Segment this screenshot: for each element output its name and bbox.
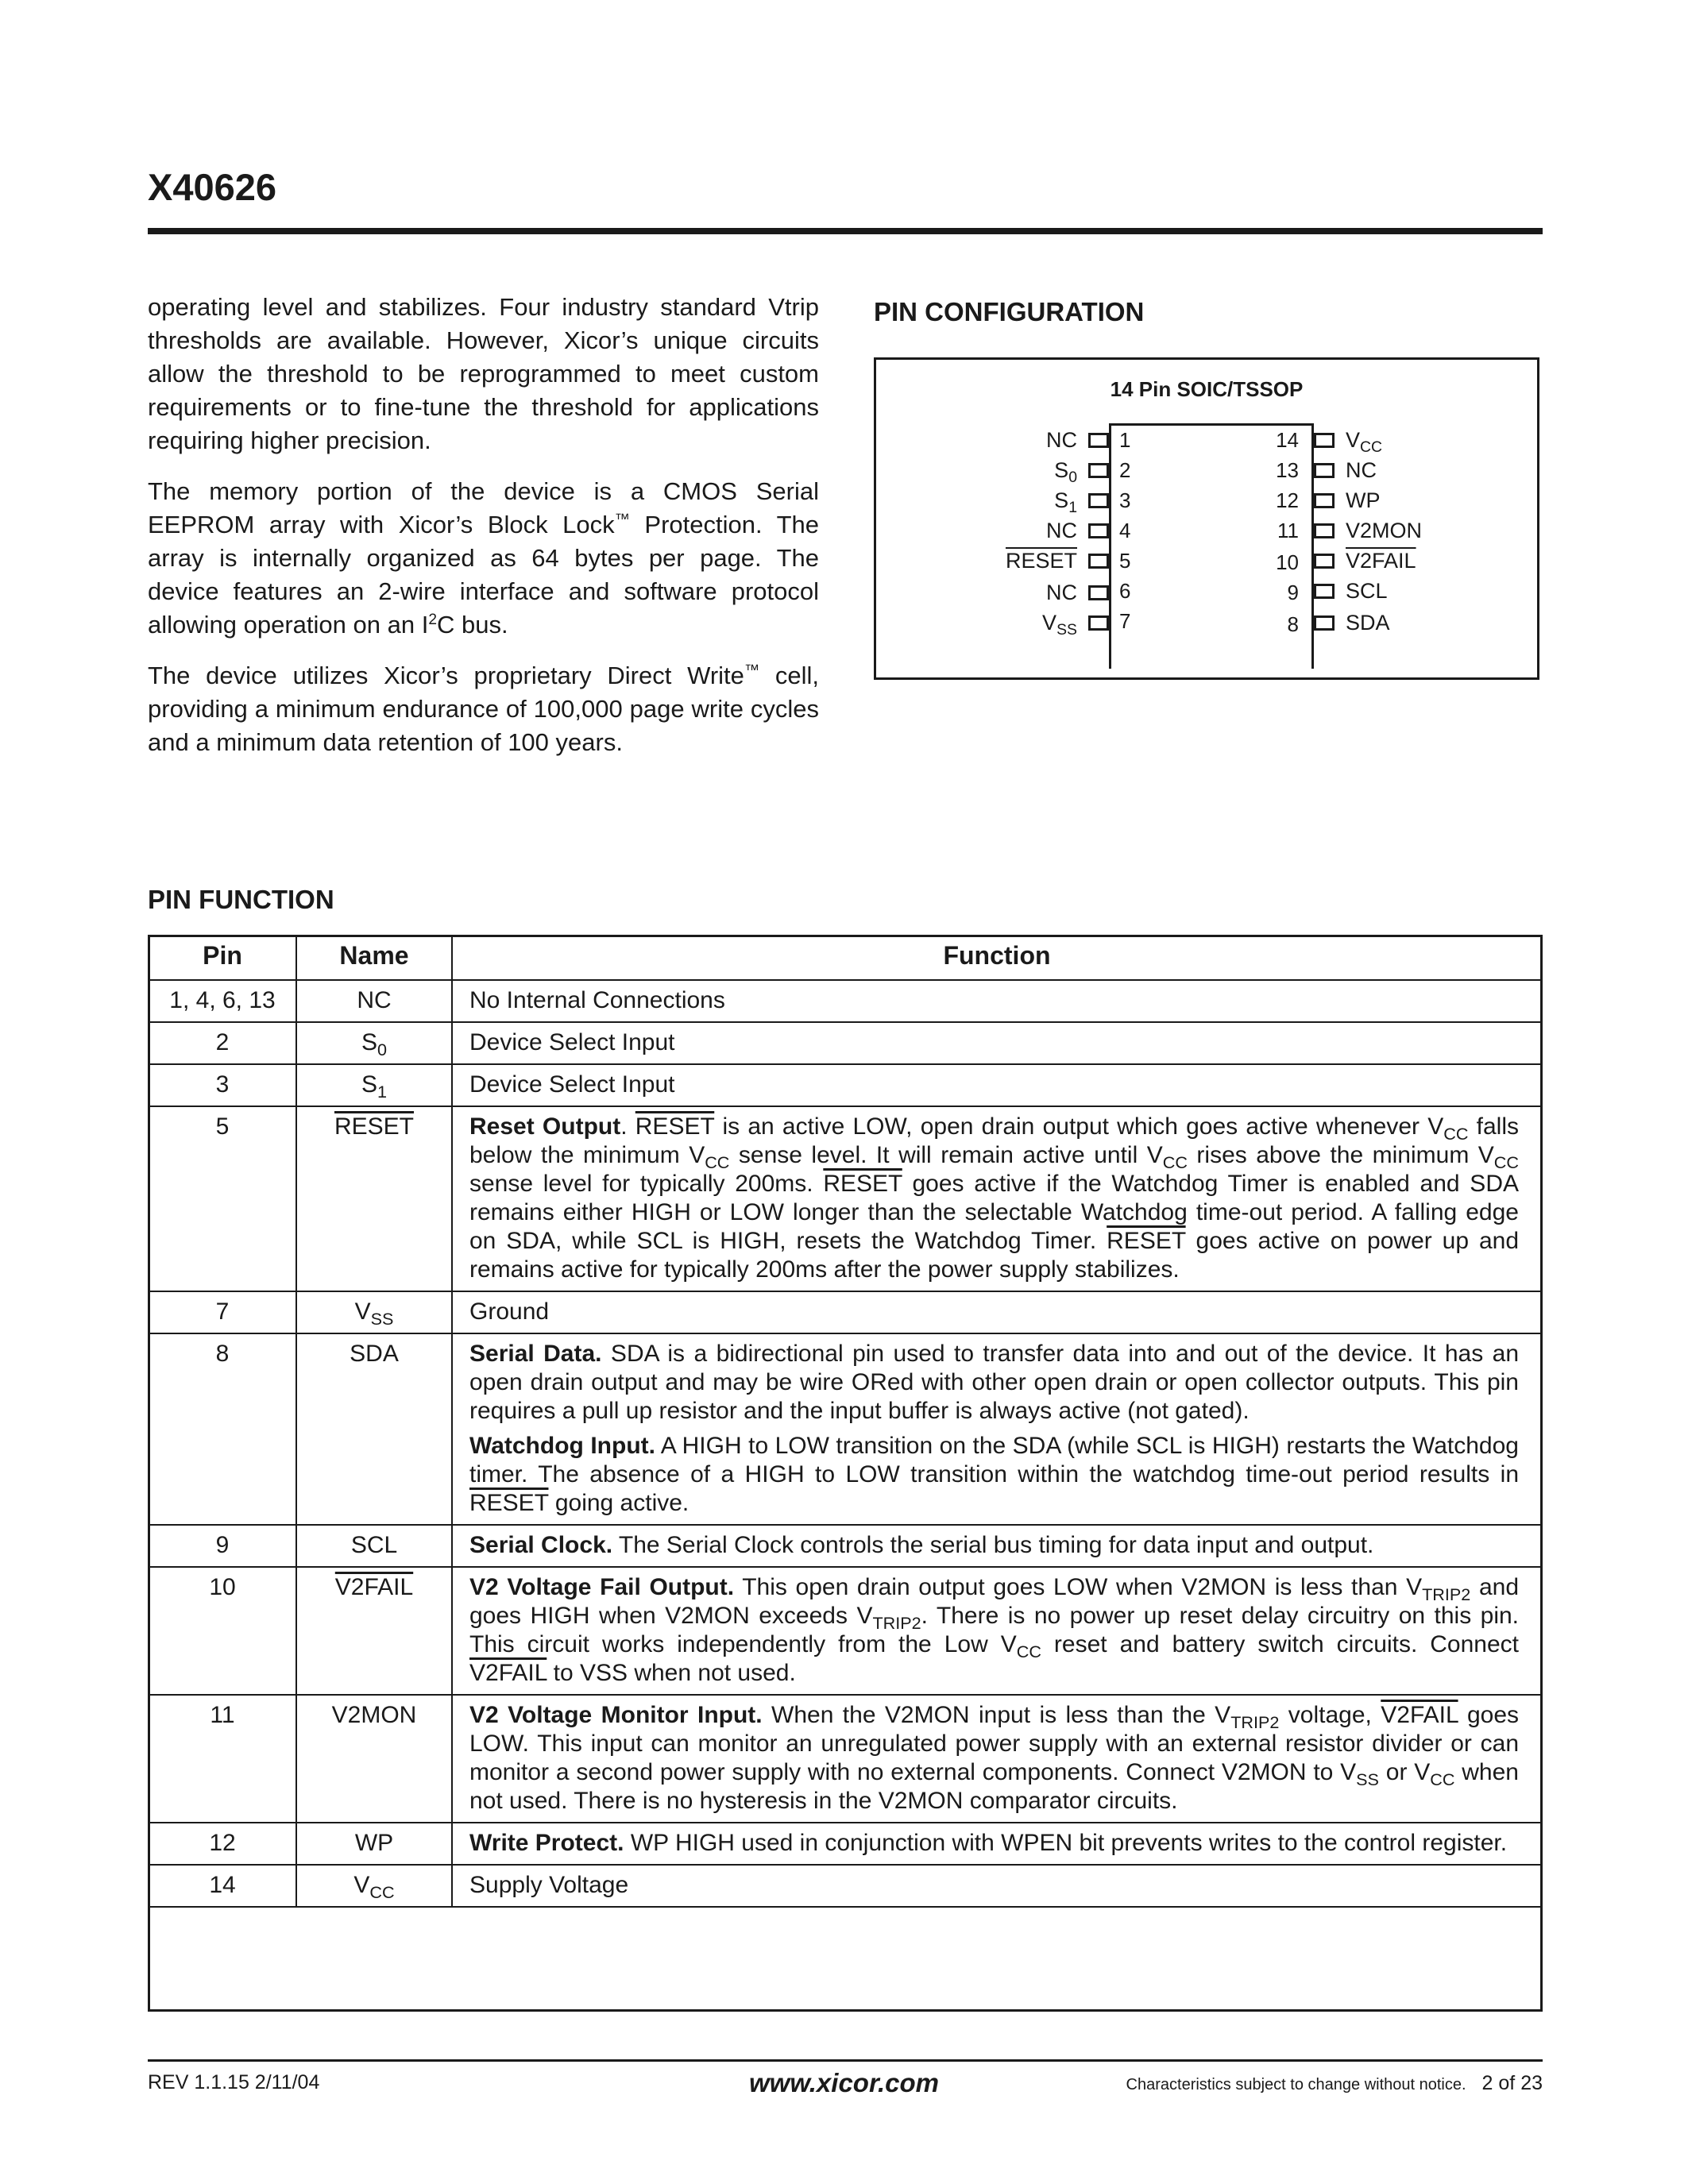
pin-number-10: 10 bbox=[1276, 550, 1299, 574]
table-row bbox=[149, 1865, 1542, 1907]
name-cell: SCL bbox=[296, 1525, 452, 1567]
table-row bbox=[149, 980, 1542, 1022]
pin-right-13: NC bbox=[1314, 456, 1539, 484]
pin-number-11: 11 bbox=[1277, 519, 1299, 542]
pin-cell: 2 bbox=[149, 1022, 296, 1064]
function-cell: V2 Voltage Fail Output. This open drain output goes LOW when V2MON is less than $V_{TRIP2}$ and goes HIGH when V2MON exceeds $V_{TRIP2}$. There is no power up reset delay circuitry on this pin. This circuit works independently from the Low $V_{CC}$ reset and battery switch circuits. Connect V2FAIL to VSS when not used. bbox=[452, 1567, 1542, 1695]
function-cell: Device Select Input bbox=[452, 1064, 1542, 1106]
intro-text bbox=[148, 291, 819, 777]
function-cell: Ground bbox=[452, 1291, 1542, 1333]
pin-cell: 5 bbox=[149, 1106, 296, 1291]
pin-right-8: SDA bbox=[1314, 608, 1539, 637]
pin-cell: 8 bbox=[149, 1333, 296, 1525]
name-cell: V2MON bbox=[296, 1695, 452, 1823]
pin-number-14: 14 bbox=[1276, 428, 1299, 452]
pin-number-3: 3 bbox=[1119, 488, 1131, 512]
name-cell: RESET bbox=[296, 1106, 452, 1291]
name-cell: $S_1$ bbox=[296, 1064, 452, 1106]
name-cell: $S_0$ bbox=[296, 1022, 452, 1064]
name-cell: V2FAIL bbox=[296, 1567, 452, 1695]
column-header-name: Name bbox=[296, 936, 452, 980]
document-title: X40626 bbox=[148, 166, 277, 208]
pin-number-8: 8 bbox=[1287, 612, 1299, 636]
name-cell: WP bbox=[296, 1823, 452, 1865]
pin-number-2: 2 bbox=[1119, 458, 1131, 482]
pin-cell: 11 bbox=[149, 1695, 296, 1823]
column-header-function: Function bbox=[452, 936, 1542, 980]
table-row bbox=[149, 1291, 1542, 1333]
intro-paragraph-2: The memory portion of the device is a CMOS Serial EEPROM array with Xicor’s Block Lock™ Protection. The array is internally organized as 64 bytes per page. The device features an 2-wire interface and software protocol allowing operation on an $I^2C$ bus. bbox=[148, 477, 819, 639]
pin-left-1: NC bbox=[876, 426, 1109, 454]
header-rule bbox=[148, 228, 1543, 234]
function-cell: Write Protect. WP HIGH used in conjunction with WPEN bit prevents writes to the control register. bbox=[452, 1823, 1542, 1865]
intro-paragraph-3: The device utilizes Xicor’s proprietary Direct Write™ cell, providing a minimum endurance of 100,000 page write cycles and a minimum data retention of 100 years. bbox=[148, 662, 819, 756]
function-cell: Serial Data. SDA is a bidirectional pin used to transfer data into and out of the device. It has an open drain output and may be wire ORed with other open drain or open collector outputs. This pin requires a pull up resistor and the input buffer is always active (not gated). Watchdog Input. A HIGH to LOW transition on the SDA (while SCL is HIGH) restarts the Watchdog timer. The absence of a HIGH to LOW transition within the watchdog time-out period results in RESET going active. bbox=[452, 1333, 1542, 1525]
table-row bbox=[149, 1567, 1542, 1695]
table-row bbox=[149, 1333, 1542, 1525]
page-number: 2 of 23 bbox=[1481, 2072, 1543, 2094]
pin-cell: 3 bbox=[149, 1064, 296, 1106]
pin-cell: 12 bbox=[149, 1823, 296, 1865]
pin-number-9: 9 bbox=[1287, 581, 1299, 604]
pin-function-heading: PIN FUNCTION bbox=[148, 885, 334, 914]
pin-function-table bbox=[148, 935, 1543, 1908]
name-cell: $V_{CC}$ bbox=[296, 1865, 452, 1907]
pin-cell: 14 bbox=[149, 1865, 296, 1907]
pin-right-11: V2MON bbox=[1314, 516, 1539, 545]
pin-left-7: $V_{SS}$ bbox=[876, 608, 1109, 637]
pin-cell: 10 bbox=[149, 1567, 296, 1695]
pin-cell: 1, 4, 6, 13 bbox=[149, 980, 296, 1022]
column-header-pin: Pin bbox=[149, 936, 296, 980]
function-cell: Serial Clock. The Serial Clock controls the serial bus timing for data input and output. bbox=[452, 1525, 1542, 1567]
pin-left-2: $S_0$ bbox=[876, 456, 1109, 484]
pin-right-12: WP bbox=[1314, 486, 1539, 515]
pin-left-3: $S_1$ bbox=[876, 486, 1109, 515]
function-cell: No Internal Connections bbox=[452, 980, 1542, 1022]
table-row bbox=[149, 1695, 1542, 1823]
table-row bbox=[149, 1064, 1542, 1106]
footer-rule bbox=[148, 2059, 1543, 2062]
pin-number-1: 1 bbox=[1119, 428, 1131, 452]
revision-label: REV 1.1.15 2/11/04 bbox=[148, 2071, 320, 2093]
function-cell: V2 Voltage Monitor Input. When the V2MON input is less than the $V_{TRIP2}$ voltage, V2FAIL goes LOW. This input can monitor an unregulated power supply with an external resistor divider or can monitor a second power supply with no external components. Connect V2MON to $V_{SS}$ or $V_{CC}$ when not used. There is no hysteresis in the V2MON comparator circuits. bbox=[452, 1695, 1542, 1823]
pin-number-6: 6 bbox=[1119, 579, 1131, 603]
pin-number-12: 12 bbox=[1276, 488, 1299, 512]
pin-configuration-diagram bbox=[874, 357, 1539, 680]
table-row bbox=[149, 1106, 1542, 1291]
pin-right-14: $V_{CC}$ bbox=[1314, 426, 1539, 454]
name-cell: $V_{SS}$ bbox=[296, 1291, 452, 1333]
pin-number-13: 13 bbox=[1276, 458, 1299, 482]
table-row bbox=[149, 1022, 1542, 1064]
pin-cell: 7 bbox=[149, 1291, 296, 1333]
pin-number-7: 7 bbox=[1119, 609, 1131, 633]
function-cell: Reset Output. RESET is an active LOW, open drain output which goes active whenever $V_{CC}$ falls below the minimum $V_{CC}$ sense level. It will remain active until $V_{CC}$ rises above the minimum $V_{CC}$ sense level for typically 200ms. RESET goes active if the Watchdog Timer is enabled and SDA remains either HIGH or LOW longer than the selectable Watchdog time-out period. A falling edge on SDA, while SCL is HIGH, resets the Watchdog Timer. RESET goes active on power up and remains active for typically 200ms after the power supply stabilizes. bbox=[452, 1106, 1542, 1291]
pin-right-9: SCL bbox=[1314, 577, 1539, 605]
table-row bbox=[149, 1823, 1542, 1865]
package-label: 14 Pin SOIC/TSSOP bbox=[1110, 377, 1304, 401]
table-row bbox=[149, 1525, 1542, 1567]
intro-paragraph-1: operating level and stabilizes. Four industry standard Vtrip thresholds are available. However, Xicor’s unique circuits allow the threshold to be reprogrammed to meet custom requirements or to fine-tune the threshold for applications requiring higher precision. bbox=[148, 293, 819, 454]
function-cell: Device Select Input bbox=[452, 1022, 1542, 1064]
pin-left-6: NC bbox=[876, 578, 1109, 607]
pin-configuration-heading: PIN CONFIGURATION bbox=[874, 297, 1145, 326]
function-cell: Supply Voltage bbox=[452, 1865, 1542, 1907]
pin-left-5: RESET bbox=[876, 546, 1109, 575]
notice-text: Characteristics subject to change without notice. bbox=[1126, 2076, 1466, 2093]
table-header-row bbox=[149, 936, 1542, 980]
name-cell: SDA bbox=[296, 1333, 452, 1525]
pin-number-4: 4 bbox=[1119, 519, 1131, 542]
pin-right-10: V2FAIL bbox=[1314, 546, 1539, 575]
pin-number-5: 5 bbox=[1119, 549, 1131, 573]
website-link[interactable]: www.xicor.com bbox=[748, 2068, 940, 2097]
footer-notice bbox=[1126, 2071, 1543, 2097]
name-cell: NC bbox=[296, 980, 452, 1022]
pin-cell: 9 bbox=[149, 1525, 296, 1567]
pin-left-4: NC bbox=[876, 516, 1109, 545]
